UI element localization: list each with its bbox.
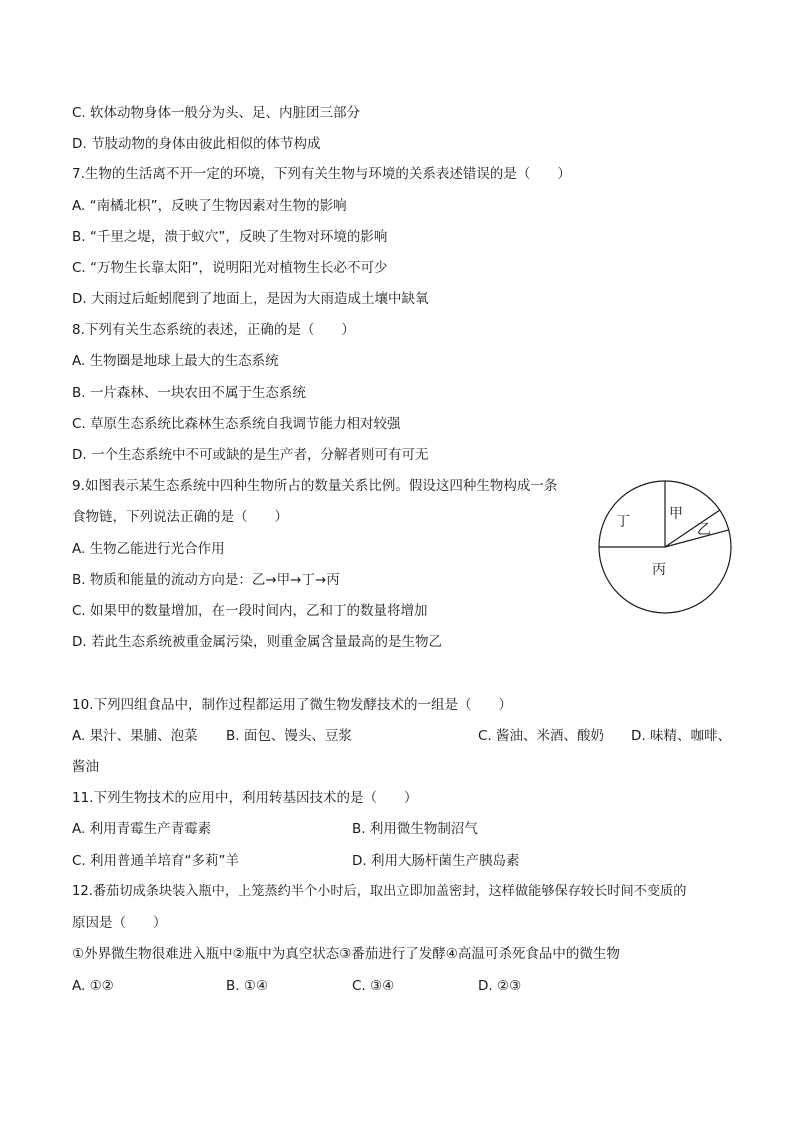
q12-statements: ①外界微生物很难进入瓶中②瓶中为真空状态③番茄进行了发酵④高温可杀死食品中的微生物 — [72, 946, 620, 962]
q12-option-d: D. ②③ — [478, 978, 522, 994]
q9-option-d: D. 若此生态系统被重金属污染，则重金属含量最高的是生物乙 — [72, 634, 442, 650]
q7-option-c: C. “万物生长靠太阳”，说明阳光对植物生长必不可少 — [72, 260, 388, 276]
q9-stem-line2: 食物链，下列说法正确的是（ ） — [72, 509, 288, 525]
q10-option-a: A. 果汁、果脯、泡菜 — [72, 728, 198, 744]
q11-option-a: A. 利用青霉生产青霉素 — [72, 821, 212, 837]
q8-option-b: B. 一片森林、一块农田不属于生态系统 — [72, 385, 306, 401]
pie-label-ding: 丁 — [616, 514, 630, 530]
q7-option-d: D. 大雨过后蚯蚓爬到了地面上，是因为大雨造成土壤中缺氧 — [72, 291, 429, 307]
q10-option-b: B. 面包、馒头、豆浆 — [226, 728, 352, 744]
q7-stem: 7.生物的生活离不开一定的环境，下列有关生物与环境的关系表述错误的是（ ） — [72, 166, 571, 182]
q10-option-d: D. 味精、咖啡、 — [631, 728, 731, 744]
q11-option-d: D. 利用大肠杆菌生产胰岛素 — [352, 853, 520, 869]
q9-option-a: A. 生物乙能进行光合作用 — [72, 541, 225, 557]
pie-label-jia: 甲 — [669, 506, 683, 522]
q9-stem-line1: 9.如图表示某生态系统中四种生物所占的数量关系比例。假设这四种生物构成一条 — [72, 478, 558, 494]
q11-stem: 11.下列生物技术的应用中，利用转基因技术的是（ ） — [72, 790, 418, 806]
q9-option-c: C. 如果甲的数量增加，在一段时间内，乙和丁的数量将增加 — [72, 603, 428, 619]
q6-option-d: D. 节肢动物的身体由彼此相似的体节构成 — [72, 136, 321, 152]
q10-option-c: C. 酱油、米酒、酸奶 — [478, 728, 605, 744]
q12-option-b: B. ①④ — [226, 978, 269, 994]
q9-pie-diagram — [590, 472, 740, 622]
q12-stem-line2: 原因是（ ） — [72, 915, 167, 931]
q7-option-b: B. “千里之堤，溃于蚁穴”，反映了生物对环境的影响 — [72, 229, 388, 245]
q8-option-d: D. 一个生态系统中不可或缺的是生产者，分解者则可有可无 — [72, 447, 429, 463]
q10-stem: 10.下列四组食品中，制作过程都运用了微生物发酵技术的一组是（ ） — [72, 697, 512, 713]
q8-option-a: A. 生物圈是地球上最大的生态系统 — [72, 353, 279, 369]
q12-option-c: C. ③④ — [352, 978, 395, 994]
q10-option-d-continued: 酱油 — [72, 759, 99, 775]
q12-option-a: A. ①② — [72, 978, 114, 994]
q11-option-b: B. 利用微生物制沼气 — [352, 821, 478, 837]
q11-option-c: C. 利用普通羊培育“多莉”羊 — [72, 853, 239, 869]
q8-option-c: C. 草原生态系统比森林生态系统自我调节能力相对较强 — [72, 416, 401, 432]
q9-option-b: B. 物质和能量的流动方向是：乙→甲→丁→丙 — [72, 572, 340, 588]
q8-stem: 8.下列有关生态系统的表述，正确的是（ ） — [72, 322, 355, 338]
pie-label-bing: 丙 — [652, 562, 666, 578]
pie-label-yi: 乙 — [697, 522, 711, 538]
q7-option-a: A. “南橘北枳”，反映了生物因素对生物的影响 — [72, 198, 347, 214]
q12-stem-line1: 12.番茄切成条块装入瓶中，上笼蒸约半个小时后，取出立即加盖密封，这样做能够保存较长时间不变质的 — [72, 884, 687, 899]
q6-option-c: C. 软体动物身体一般分为头、足、内脏团三部分 — [72, 105, 361, 121]
